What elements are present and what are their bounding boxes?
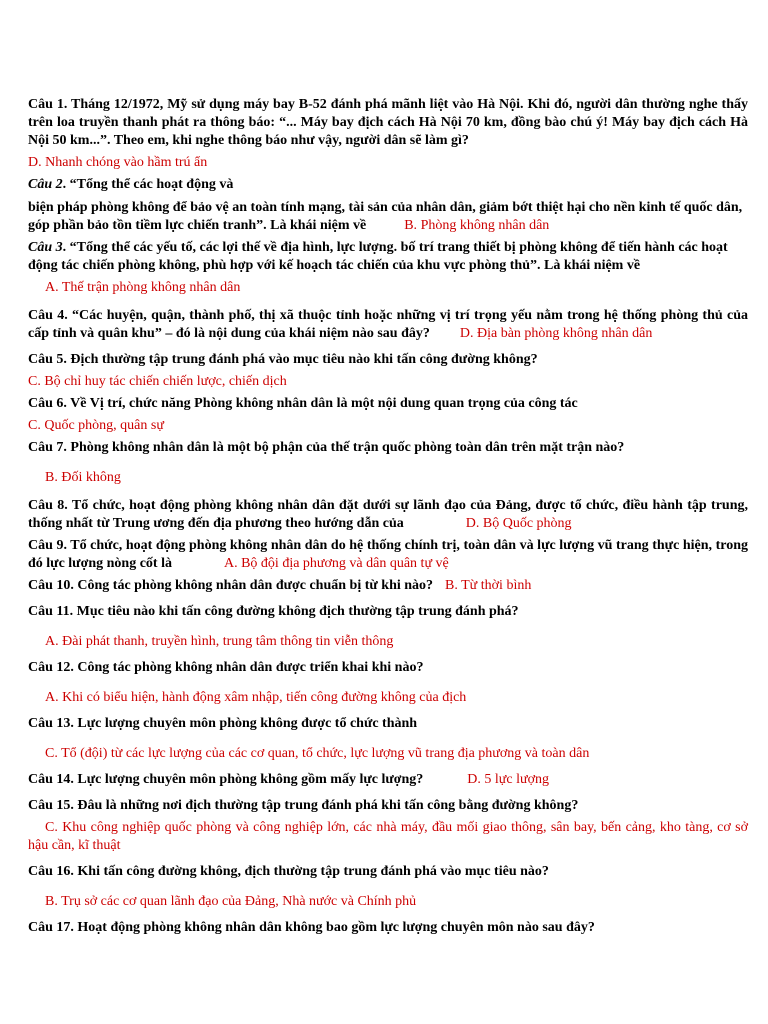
answer-text: Đài phát thanh, truyền hình, trung tâm thông tin viễn thông: [58, 634, 394, 649]
question-text: Câu 16. Khi tấn công đường không, địch thường tập trung đánh phá vào mục tiêu nào?: [28, 864, 549, 879]
answer-text: Trụ sở các cơ quan lãnh đạo của Đảng, Nhà nước và Chính phủ: [57, 894, 417, 909]
question-text: Câu 1. Tháng 12/1972, Mỹ sử dụng máy bay B-52 đánh phá mãnh liệt vào Hà Nội. Khi đó, người dân thường nghe thấy trên loa truyền thanh phát ra thông báo: “... Máy bay địch cách Hà Nội 70 km, đồng bào chú ý! Máy bay địch cách Hà Nội 50 km...”. Theo em, khi nghe thông báo như vậy, người dân sẽ làm gì?: [28, 97, 748, 148]
question-text: Câu 6. Về Vị trí, chức năng Phòng không nhân dân là một nội dung quan trọng của công tác: [28, 396, 578, 411]
answer-letter: A.: [45, 634, 59, 649]
question-text: Câu 15. Đâu là những nơi địch thường tập trung đánh phá khi tấn công bằng đường không?: [28, 798, 579, 813]
answer-text: Thế trận phòng không nhân dân: [58, 280, 241, 295]
answer-letter: D.: [459, 326, 474, 341]
question-7: [28, 439, 748, 457]
answer-12: [28, 689, 748, 707]
answer-text: Khu công nghiệp quốc phòng và công nghiệp lớn, các nhà máy, đầu mối giao thông, sân bay, bến cảng, kho tàng, cơ sở hậu cần, kĩ thuật: [28, 820, 748, 853]
question-text: Câu 11. Mục tiêu nào khi tấn công đường không địch thường tập trung đánh phá?: [28, 604, 519, 619]
question-11: [28, 603, 748, 621]
question-text: Câu 9. Tổ chức, hoạt động phòng không nhân dân do hệ thống chính trị, toàn dân và lực lượng vũ trang thực hiện, trong đó lực lượng nòng cốt là: [28, 538, 748, 571]
answer-letter: B.: [445, 578, 458, 593]
answer-letter: D.: [28, 155, 42, 170]
answer-letter: B.: [45, 470, 58, 485]
answer-text: Khi có biểu hiện, hành động xâm nhập, tiến công đường không của địch: [58, 690, 467, 705]
answer-letter: D.: [467, 772, 481, 787]
answer-letter: B.: [404, 218, 418, 233]
answer-7: [28, 469, 748, 487]
question-text: Câu 10. Công tác phòng không nhân dân được chuẩn bị từ khi nào?: [28, 578, 434, 593]
answer-text: Từ thời bình: [457, 578, 532, 593]
question-1: [28, 96, 748, 150]
question-13: [28, 715, 748, 733]
question-2-continued: [28, 199, 748, 235]
question-text: Câu 14. Lực lượng chuyên môn phòng không gồm mấy lực lượng?: [28, 772, 424, 787]
question-text: Câu 8. Tổ chức, hoạt động phòng không nhân dân đặt dưới sự lãnh đạo của Đảng, được tổ chức, điều hành tập trung, thống nhất từ Trung ương đến địa phương theo hướng dẫn của: [28, 498, 748, 531]
question-text: . “Tổng thể các yếu tố, các lợi thế về địa hình, lực lượng. bố trí trang thiết bị phòng không để tiến hành các hoạt động tác chiến phòng không, phù hợp với kế hoạch tác chiến của khu vực phòng thủ”. Là khái niệm về: [28, 240, 728, 273]
answer-6: [28, 417, 748, 435]
answer-text: 5 lực lượng: [480, 772, 549, 787]
question-9: [28, 537, 748, 573]
answer-letter: A.: [223, 556, 238, 571]
question-text: Câu 5. Địch thường tập trung đánh phá vào mục tiêu nào khi tấn công đường không?: [28, 352, 538, 367]
question-15: [28, 797, 748, 815]
question-14: [28, 771, 748, 789]
answer-letter: A.: [45, 690, 59, 705]
answer-1: [28, 154, 748, 172]
answer-11: [28, 633, 748, 651]
question-8: [28, 497, 748, 533]
question-number: Câu 3: [28, 240, 63, 255]
answer-text: Nhanh chóng vào hầm trú ẩn: [41, 155, 208, 170]
question-12: [28, 659, 748, 677]
answer-text: Bộ đội địa phương và dân quân tự vệ: [237, 556, 449, 571]
answer-letter: C.: [45, 746, 58, 761]
answer-5: [28, 373, 748, 391]
question-16: [28, 863, 748, 881]
answer-letter: A.: [45, 280, 59, 295]
answer-text: Địa bàn phòng không nhân dân: [473, 326, 653, 341]
answer-text: Tổ (đội) từ các lực lượng của các cơ quan, tổ chức, lực lượng vũ trang địa phương và toàn dân: [57, 746, 590, 761]
question-text: . “Tổng thể các hoạt động và: [62, 177, 234, 192]
question-5: [28, 351, 748, 369]
answer-text: Bộ chỉ huy tác chiến chiến lược, chiến dịch: [40, 374, 287, 389]
answer-text: Phòng không nhân dân: [417, 218, 550, 233]
answer-text: Đối không: [57, 470, 121, 485]
document-page: [28, 96, 748, 941]
question-2: [28, 176, 748, 194]
question-number: Câu 2: [28, 177, 63, 192]
answer-text: Quốc phòng, quân sự: [40, 418, 164, 433]
question-10: [28, 577, 748, 595]
answer-letter: D.: [465, 516, 480, 531]
answer-letter: C.: [28, 418, 41, 433]
answer-16: [28, 893, 748, 911]
answer-letter: B.: [45, 894, 58, 909]
question-text: Câu 4. “Các huyện, quận, thành phố, thị xã thuộc tỉnh hoặc những vị trí trọng yếu nằm trong hệ thống phòng thủ của cấp tỉnh và quân khu” – đó là nội dung của khái niệm nào sau đây?: [28, 308, 748, 341]
question-17: [28, 919, 748, 937]
question-4: [28, 307, 748, 343]
question-text: Câu 7. Phòng không nhân dân là một bộ phận của thế trận quốc phòng toàn dân trên mặt trận nào?: [28, 440, 625, 455]
answer-3: [28, 279, 748, 297]
question-text: Câu 12. Công tác phòng không nhân dân được triển khai khi nào?: [28, 660, 424, 675]
question-6: [28, 395, 748, 413]
answer-15: [28, 819, 748, 855]
question-text: biện pháp phòng không để bảo vệ an toàn tính mạng, tài sản của nhân dân, giảm bớt thiệt hại cho nền kinh tế quốc dân, góp phần bảo tồn tiềm lực chiến tranh”. Là khái niệm về: [28, 200, 743, 233]
answer-13: [28, 745, 748, 763]
question-3: [28, 239, 748, 275]
answer-text: Bộ Quốc phòng: [479, 516, 572, 531]
question-text: Câu 13. Lực lượng chuyên môn phòng không được tổ chức thành: [28, 716, 418, 731]
question-text: Câu 17. Hoạt động phòng không nhân dân không bao gồm lực lượng chuyên môn nào sau đây?: [28, 920, 595, 935]
answer-letter: C.: [28, 374, 41, 389]
answer-letter: C.: [45, 820, 58, 835]
